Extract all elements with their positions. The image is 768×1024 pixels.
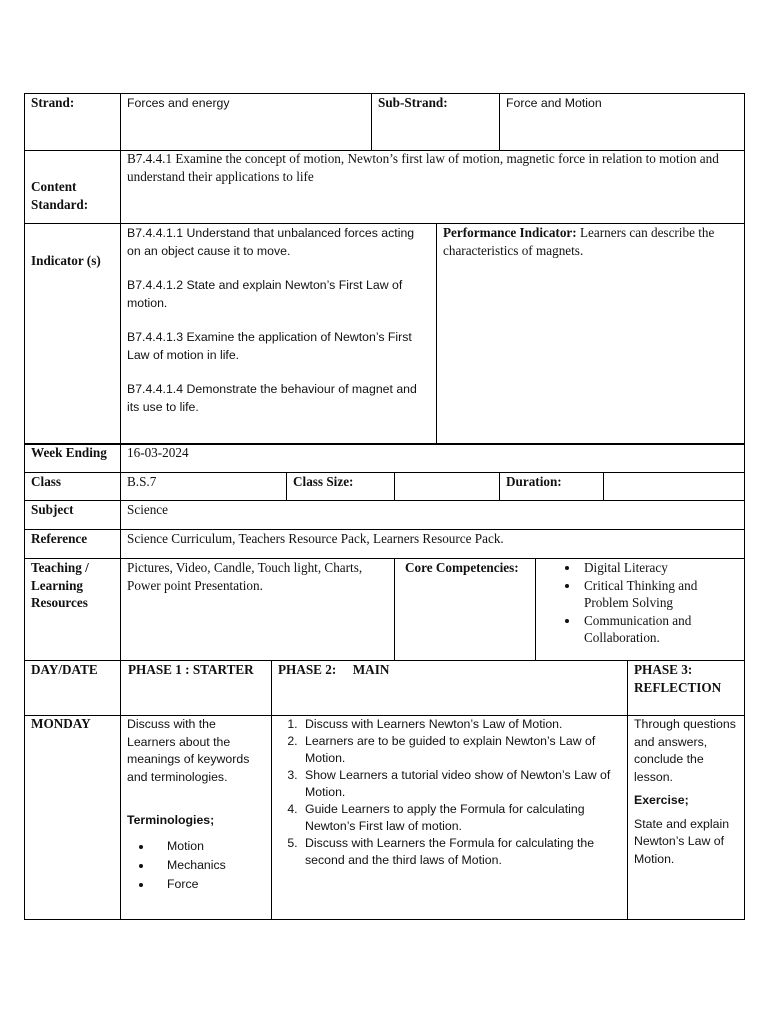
main-activity-item: 2. Learners are to be guided to explain Newton’s Law of Motion. bbox=[301, 733, 622, 767]
class-size-label: Class Size: bbox=[293, 474, 354, 489]
monday-label: MONDAY bbox=[31, 716, 91, 731]
week-ending-value: 16-03-2024 bbox=[127, 445, 189, 460]
phase-2-header: PHASE 2: MAIN bbox=[278, 662, 390, 677]
sub-strand-value: Force and Motion bbox=[506, 96, 602, 110]
performance-indicator bbox=[443, 224, 739, 259]
starter-text: Discuss with the Learners about the meanings of keywords and terminologies. bbox=[127, 717, 250, 784]
core-competencies-label: Core Competencies: bbox=[405, 560, 519, 575]
divider bbox=[627, 715, 628, 920]
exercise-text: State and explain Newton’s Law of Motion. bbox=[634, 816, 730, 866]
performance-indicator-value: Learners can describe the characteristics of magnets. bbox=[443, 225, 715, 258]
divider bbox=[120, 660, 121, 716]
divider bbox=[120, 715, 121, 920]
main-cell bbox=[278, 716, 622, 869]
divider bbox=[394, 558, 395, 661]
day-date-header: DAY/DATE bbox=[31, 662, 98, 677]
terminology-item: • Mechanics bbox=[153, 857, 267, 875]
subject-label: Subject bbox=[31, 502, 74, 517]
resources-label: Teaching / Learning Resources bbox=[31, 560, 89, 610]
phase-1-header: PHASE 1 : STARTER bbox=[128, 662, 254, 677]
main-activity-item: 3. Show Learners a tutorial video show of Newton’s Law of Motion. bbox=[301, 767, 622, 801]
divider bbox=[286, 472, 287, 500]
week-ending-label: Week Ending bbox=[31, 445, 107, 460]
main-activity-item: 1. Discuss with Learners Newton’s Law of Motion. bbox=[301, 716, 622, 733]
terminology-item: • Motion bbox=[153, 838, 267, 856]
resources-value: Pictures, Video, Candle, Touch light, Charts, Power point Presentation. bbox=[127, 560, 363, 593]
reflection-cell bbox=[634, 716, 740, 868]
starter-cell bbox=[127, 716, 267, 893]
indicator-item: B7.4.4.1.3 Examine the application of Newton’s First Law of motion in life. bbox=[127, 330, 412, 362]
content-standard-value: B7.4.4.1 Examine the concept of motion, Newton’s first law of motion, magnetic force in relation to motion and understand their applications to life bbox=[127, 151, 719, 184]
divider bbox=[499, 93, 500, 150]
main-activity-item: 5. Discuss with Learners the Formula for calculating the second and the third laws of Motion. bbox=[301, 835, 622, 869]
phase-3-header: PHASE 3: REFLECTION bbox=[634, 662, 722, 695]
exercise-label: Exercise; bbox=[634, 793, 689, 807]
indicator-item: B7.4.4.1.4 Demonstrate the behaviour of magnet and its use to life. bbox=[127, 382, 417, 414]
reflection-text: Through questions and answers, conclude the lesson. bbox=[634, 717, 736, 784]
reference-label: Reference bbox=[31, 531, 88, 546]
divider bbox=[499, 472, 500, 500]
content-standard-label: Content Standard: bbox=[31, 179, 89, 212]
divider bbox=[394, 472, 395, 500]
class-value: B.S.7 bbox=[127, 474, 157, 489]
divider bbox=[120, 443, 121, 661]
divider bbox=[271, 660, 272, 716]
divider bbox=[436, 223, 437, 445]
divider bbox=[603, 472, 604, 500]
indicator-item: B7.4.4.1.1 Understand that unbalanced forces acting on an object cause it to move. bbox=[127, 226, 415, 258]
core-competencies-list bbox=[560, 559, 740, 647]
core-competency-item: • Digital Literacy bbox=[580, 559, 740, 577]
terminology-item: • Force bbox=[153, 876, 267, 894]
subject-value: Science bbox=[127, 502, 169, 517]
divider bbox=[271, 715, 272, 920]
reference-value: Science Curriculum, Teachers Resource Pack, Learners Resource Pack. bbox=[127, 531, 504, 546]
divider bbox=[627, 660, 628, 716]
divider bbox=[535, 558, 536, 661]
indicator-label: Indicator (s) bbox=[31, 253, 101, 268]
sub-strand-label: Sub-Strand: bbox=[378, 95, 448, 110]
duration-label: Duration: bbox=[506, 474, 562, 489]
indicator-item: B7.4.4.1.2 State and explain Newton’s First Law of motion. bbox=[127, 278, 403, 310]
divider bbox=[371, 93, 372, 150]
divider bbox=[120, 93, 121, 445]
performance-indicator-label: Performance Indicator: bbox=[443, 225, 577, 240]
indicator-list bbox=[127, 225, 429, 433]
main-activity-item: 4. Guide Learners to apply the Formula for calculating Newton’s First law of motion. bbox=[301, 801, 622, 835]
core-competency-item: • Critical Thinking and Problem Solving bbox=[580, 577, 740, 612]
terminologies-label: Terminologies; bbox=[127, 813, 215, 827]
strand-value: Forces and energy bbox=[127, 96, 230, 110]
core-competency-item: • Communication and Collaboration. bbox=[580, 612, 740, 647]
class-label: Class bbox=[31, 474, 62, 489]
strand-label: Strand: bbox=[31, 95, 75, 110]
